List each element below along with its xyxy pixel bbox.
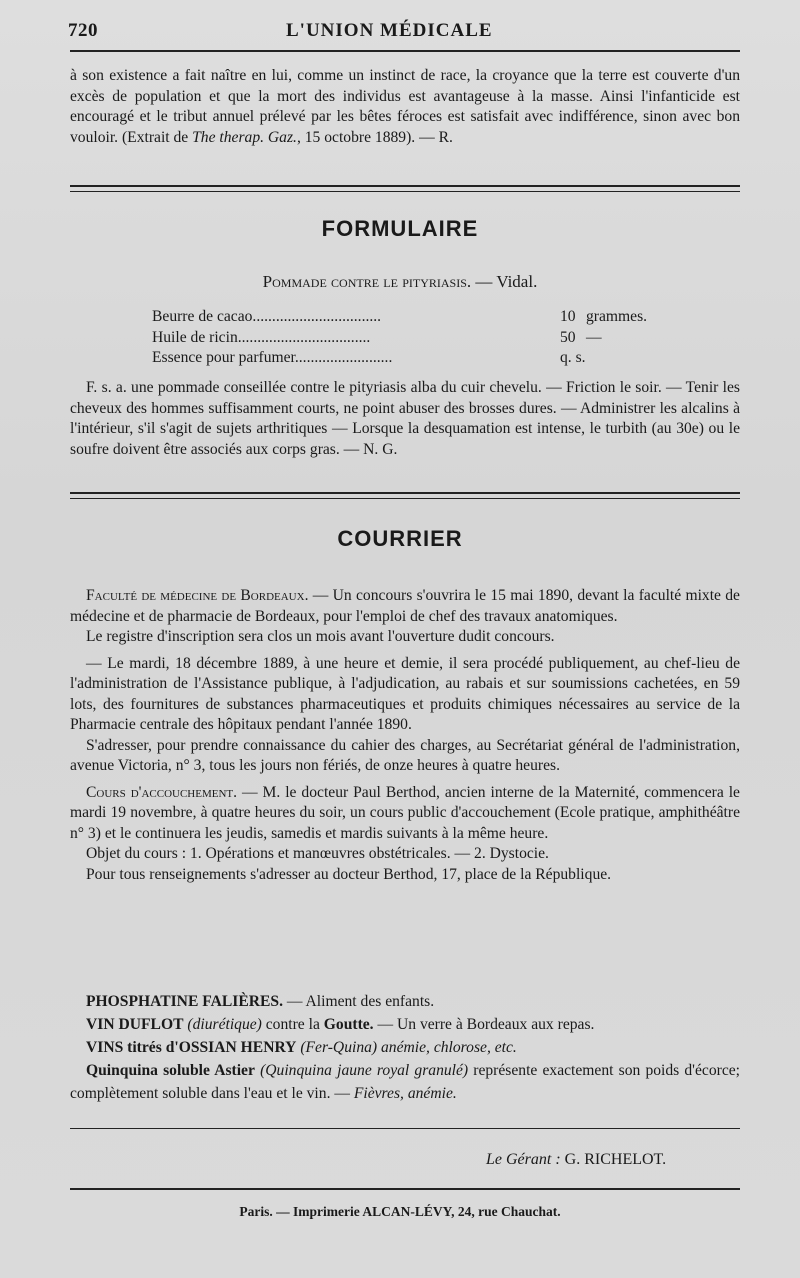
footer-rule-bottom <box>70 1188 740 1190</box>
ad-phosphatine: PHOSPHATINE FALIÈRES. — Aliment des enfants. <box>86 993 435 1010</box>
formula-name: Pommade contre le pityriasis. <box>262 272 472 291</box>
ingredient-row <box>152 307 672 328</box>
formula-body: F. s. a. une pommade conseillée contre le pityriasis alba du cuir chevelu. — Friction le soir. — Tenir les cheveux des hommes suffisamment courts, ne point abuser des brosses dures. — Administrer les alcalins à l'intérieur, s'il s'agit de sujets arthritiques — Lorsque la desquamation est intense, le turbith (au 30e) ou le soufre doivent être associés aux corps gras. — N. G. <box>70 379 740 458</box>
page-number: 720 <box>68 20 98 41</box>
formulaire-title: FORMULAIRE <box>321 216 479 241</box>
section-divider-top <box>70 492 740 494</box>
intro-source: The therap. Gaz. <box>192 128 297 146</box>
ad-quinquina: Quinquina soluble Astier (Quinquina jaune royal granulé) représente exactement son poids d'écorce; complètement soluble dans l'eau et le vin. — Fièvres, anémie. <box>70 1062 740 1102</box>
footer-rule-top <box>70 1128 740 1129</box>
formula-author: Vidal. <box>496 272 538 291</box>
section-divider-bottom <box>70 191 740 192</box>
section-divider-top <box>70 185 740 187</box>
formula-instructions <box>70 378 740 460</box>
section-divider-bottom <box>70 498 740 499</box>
printer-line: Paris. — Imprimerie ALCAN-LÉVY, 24, rue Chauchat. <box>239 1204 561 1219</box>
ingredient-row <box>152 348 672 369</box>
ad-ossian-henry: VINS titrés d'OSSIAN HENRY (Fer-Quina) anémie, chlorose, etc. <box>86 1039 517 1056</box>
header-rule <box>70 50 740 52</box>
journal-title: L'UNION MÉDICALE <box>286 20 493 41</box>
ingredient-qty: 10 <box>560 308 576 325</box>
bordeaux-text: — Un concours s'ouvrira le 15 mai 1890, devant la faculté mixte de médecine et de pharmacie de Bordeaux, pour l'emploi de chef des travaux anatomiques. <box>70 587 740 625</box>
formula-ingredients <box>152 307 672 369</box>
ingredient-qty: q. s. <box>560 349 586 366</box>
page-header <box>68 20 746 44</box>
ad-vin-duflot: VIN DUFLOT (diurétique) contre la Goutte. — Un verre à Bordeaux aux repas. <box>86 1016 595 1033</box>
courrier-body <box>70 586 740 885</box>
adresser-paragraph: S'adresser, pour prendre connaissance du cahier des charges, au Secrétariat général de l'administration, avenue Victoria, n° 3, tous les jours non fériés, de onze heures à quatre heures. <box>70 736 740 774</box>
intro-tail: , 15 octobre 1889). — R. <box>296 128 453 146</box>
courrier-title: COURRIER <box>337 526 463 551</box>
accouchement-label: Cours d'accouchement. <box>86 783 238 801</box>
ingredient-name: Beurre de cacao................................. <box>152 308 382 325</box>
formula-heading <box>0 272 800 292</box>
ingredient-name: Essence pour parfumer......................... <box>152 349 393 366</box>
adjudication-paragraph: — Le mardi, 18 décembre 1889, à une heure et demie, il sera procédé publiquement, au chef-lieu de l'administration de l'Assistance publique, à l'adjudication, au rabais et sur soumissions cachetées, en 59 lots, des fournitures de substances pharmaceutiques et produits chimiques nécessaires au service de la Pharmacie centrale des hôpitaux pendant l'année 1890. <box>70 654 740 733</box>
ingredient-unit: — <box>586 328 602 346</box>
gerant-label: Le Gérant : <box>486 1151 561 1168</box>
registre-paragraph: Le registre d'inscription sera clos un mois avant l'ouverture dudit concours. <box>86 628 555 645</box>
advertisements <box>70 990 740 1105</box>
ingredient-name: Huile de ricin.................................. <box>152 328 371 346</box>
gerant-name: G. RICHELOT. <box>564 1151 667 1168</box>
bordeaux-label: Faculté de médecine de Bordeaux. <box>86 587 309 604</box>
gerant-signature <box>486 1151 666 1169</box>
ingredient-row <box>152 328 672 349</box>
ingredient-qty: 50 <box>560 328 576 346</box>
objet-paragraph: Objet du cours : 1. Opérations et manœuvres obstétricales. — 2. Dystocie. <box>86 845 549 862</box>
accouchement-text: — M. le docteur Paul Berthod, ancien interne de la Maternité, commencera le mardi 19 novembre, à quatre heures du soir, un cours public d'accouchement (Ecole pratique, amphithéâtre n° 3) et le continuera les jeudis, samedis et mardis suivants à la même heure. <box>70 783 740 842</box>
intro-text: à son existence a fait naître en lui, comme un instinct de race, la croyance que la terre est couverte d'un excès de population et que la mort des individus est avantageuse à la masse. Ainsi l'infanticide est encouragé et le tribut annuel prélevé par les bêtes féroces est satisfait avec indifférence, sinon avec bon vouloir. (Extrait de <box>70 67 740 146</box>
ingredient-unit: grammes. <box>586 308 648 325</box>
formula-heading-sep: — <box>471 272 497 291</box>
intro-paragraph <box>70 66 740 148</box>
renseignements-paragraph: Pour tous renseignements s'adresser au docteur Berthod, 17, place de la République. <box>86 865 612 883</box>
